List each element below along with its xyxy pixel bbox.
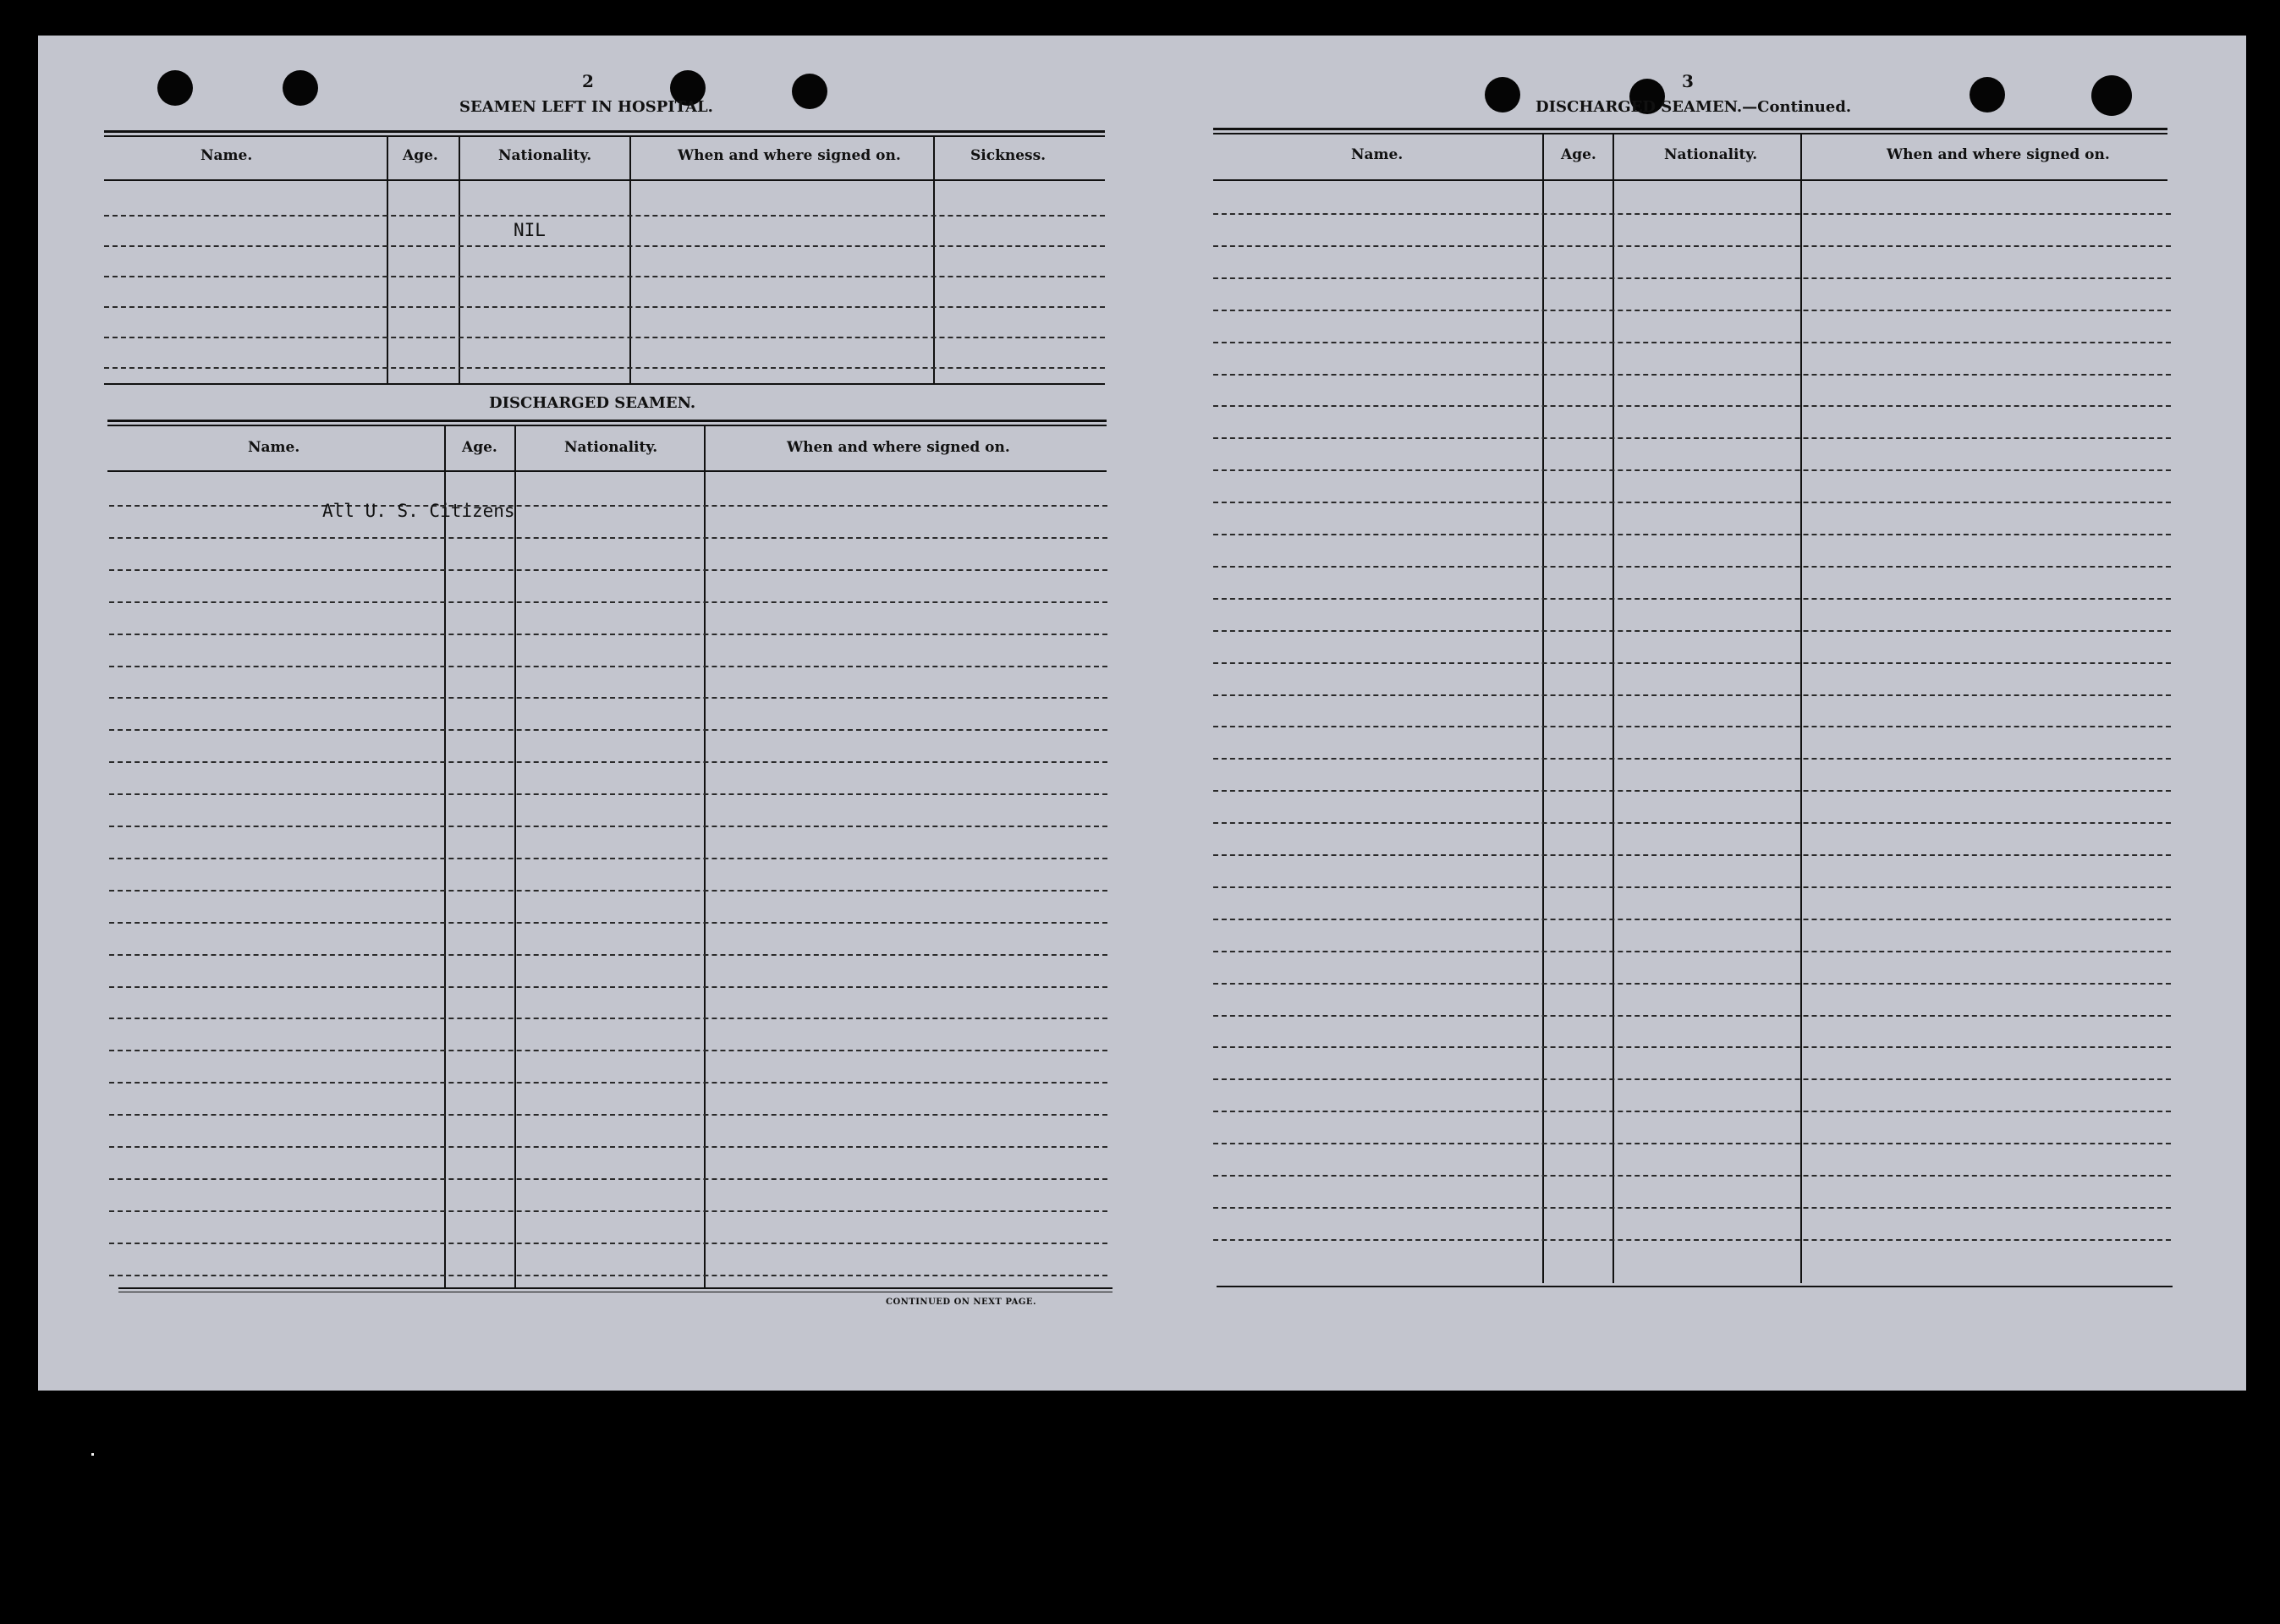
ruled-line	[109, 697, 1107, 699]
discharged-continued-title: DISCHARGED SEAMEN.—Continued.	[1536, 98, 1852, 116]
ruled-line	[1213, 213, 2171, 215]
column-header-age: Age.	[1561, 146, 1596, 163]
ruled-line	[1213, 630, 2171, 632]
ruled-line	[109, 1146, 1107, 1148]
ruled-line	[109, 954, 1107, 956]
column-header-nationality: Nationality.	[498, 147, 592, 164]
column-header-signed-on: When and where signed on.	[678, 147, 901, 164]
ruled-line	[109, 1114, 1107, 1116]
ruled-line	[1213, 374, 2171, 376]
ruled-line	[1213, 469, 2171, 471]
ruled-line	[1213, 566, 2171, 568]
ruled-line	[109, 922, 1107, 924]
punch-hole	[1970, 77, 2005, 112]
column-divider	[459, 135, 460, 385]
ruled-line	[1213, 310, 2171, 311]
ruled-line	[109, 569, 1107, 571]
table-bottom-rule	[104, 383, 1105, 385]
header-rule	[1213, 179, 2167, 181]
column-divider	[629, 135, 631, 385]
ruled-line	[1213, 662, 2171, 664]
table-top-rule	[107, 420, 1107, 422]
ruled-line	[109, 505, 1107, 507]
discharged-section-title: DISCHARGED SEAMEN.	[489, 394, 696, 412]
table-top-rule	[1213, 128, 2167, 130]
table-top-rule	[104, 130, 1105, 133]
ruled-line	[1213, 1015, 2171, 1017]
ruled-line	[109, 761, 1107, 763]
ruled-line	[109, 601, 1107, 603]
document-sheet	[38, 36, 2246, 1391]
ruled-line	[1213, 405, 2171, 407]
header-rule	[104, 179, 1105, 181]
column-header-name: Name.	[201, 147, 253, 164]
ruled-line	[109, 1082, 1107, 1084]
ruled-line	[1213, 277, 2171, 279]
ruled-line	[109, 1050, 1107, 1051]
ruled-line	[109, 986, 1107, 988]
ruled-line	[1213, 534, 2171, 535]
punch-hole	[157, 70, 193, 106]
ruled-line	[109, 1018, 1107, 1019]
punch-hole	[1485, 77, 1520, 112]
ruled-line	[1213, 342, 2171, 343]
ruled-line	[109, 1178, 1107, 1180]
ruled-line	[1213, 822, 2171, 824]
page-number: 2	[582, 71, 594, 91]
ruled-line	[109, 858, 1107, 859]
ruled-line	[104, 367, 1105, 369]
ruled-line	[1213, 1207, 2171, 1209]
punch-hole	[2091, 75, 2132, 116]
ruled-line	[1213, 245, 2171, 247]
table-top-rule	[1213, 133, 2167, 134]
ruled-line	[104, 245, 1105, 247]
ruled-line	[1213, 758, 2171, 760]
continued-note: CONTINUED ON NEXT PAGE.	[886, 1298, 1037, 1307]
ruled-line	[1213, 598, 2171, 600]
hospital-entry: NIL	[514, 220, 546, 240]
ruled-line	[1213, 854, 2171, 856]
ruled-line	[104, 306, 1105, 308]
column-header-age: Age.	[403, 147, 438, 164]
ruled-line	[109, 890, 1107, 892]
ruled-line	[1213, 1175, 2171, 1177]
page-number: 3	[1682, 71, 1694, 91]
punch-hole	[792, 74, 827, 109]
ruled-line	[1213, 790, 2171, 792]
ruled-line	[1213, 919, 2171, 920]
column-header-sickness: Sickness.	[970, 147, 1047, 164]
header-rule	[107, 470, 1107, 472]
ruled-line	[109, 793, 1107, 795]
ruled-line	[109, 634, 1107, 635]
ruled-line	[109, 537, 1107, 539]
ruled-line	[104, 276, 1105, 277]
ruled-line	[109, 666, 1107, 667]
column-header-age: Age.	[462, 439, 497, 456]
ruled-line	[104, 337, 1105, 338]
ruled-line	[1213, 1078, 2171, 1080]
ruled-line	[104, 215, 1105, 217]
column-header-signed-on: When and where signed on.	[1887, 146, 2110, 163]
ruled-line	[109, 1243, 1107, 1244]
hospital-section-title: SEAMEN LEFT IN HOSPITAL.	[459, 98, 713, 116]
column-header-name: Name.	[248, 439, 300, 456]
ruled-line	[109, 826, 1107, 827]
ruled-line	[1213, 1046, 2171, 1048]
column-divider	[933, 135, 935, 385]
column-header-nationality: Nationality.	[564, 439, 658, 456]
ruled-line	[1213, 437, 2171, 439]
table-bottom-rule	[118, 1287, 1113, 1289]
ruled-line	[1213, 694, 2171, 696]
column-header-nationality: Nationality.	[1664, 146, 1758, 163]
column-header-signed-on: When and where signed on.	[787, 439, 1010, 456]
ruled-line	[1213, 502, 2171, 503]
column-header-name: Name.	[1351, 146, 1404, 163]
table-top-rule	[107, 425, 1107, 426]
ruled-line	[1213, 886, 2171, 888]
discharged-entry: All U. S. Citizens	[322, 501, 515, 521]
punch-hole	[283, 70, 318, 106]
column-divider	[387, 135, 388, 385]
table-bottom-rule	[1217, 1286, 2173, 1287]
ruled-line	[109, 729, 1107, 731]
ruled-line	[1213, 983, 2171, 985]
ruled-line	[1213, 726, 2171, 727]
speck	[91, 1453, 94, 1456]
ruled-line	[109, 1210, 1107, 1212]
ruled-line	[1213, 1143, 2171, 1144]
ruled-line	[1213, 951, 2171, 952]
table-top-rule	[104, 135, 1105, 137]
ruled-line	[109, 1275, 1107, 1276]
ruled-line	[1213, 1239, 2171, 1241]
ruled-line	[1213, 1111, 2171, 1112]
